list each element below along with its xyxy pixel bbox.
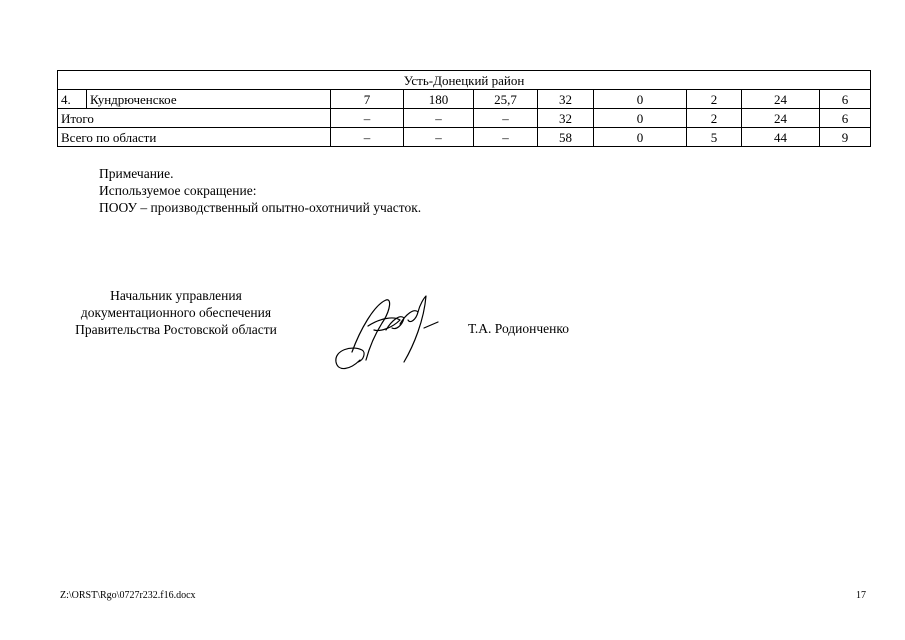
cell: 6 bbox=[820, 109, 871, 128]
handwritten-signature bbox=[330, 290, 445, 375]
page-number: 17 bbox=[856, 590, 866, 601]
district-row bbox=[58, 71, 871, 90]
cell: 32 bbox=[538, 90, 594, 109]
note-heading: Примечание. bbox=[99, 166, 174, 181]
cell: 5 bbox=[687, 128, 742, 147]
signatory-name: Т.А. Родионченко bbox=[468, 321, 569, 336]
cell: 32 bbox=[538, 109, 594, 128]
signatory-title-line: Начальник управления bbox=[110, 288, 242, 303]
footer-file-path: Z:\ORST\Rgo\0727r232.f16.docx bbox=[60, 590, 196, 601]
table-row bbox=[58, 90, 871, 109]
total-label: Итого bbox=[58, 109, 331, 128]
signatory-title-line: документационного обеспечения bbox=[80, 305, 272, 320]
grand-total-label: Всего по области bbox=[58, 128, 331, 147]
cell: – bbox=[331, 128, 404, 147]
note-block bbox=[99, 165, 421, 216]
total-row bbox=[58, 109, 871, 128]
cell: – bbox=[404, 109, 474, 128]
cell: 2 bbox=[687, 90, 742, 109]
signatory-title bbox=[52, 287, 300, 338]
cell: 44 bbox=[742, 128, 820, 147]
cell: 58 bbox=[538, 128, 594, 147]
cell: 25,7 bbox=[474, 90, 538, 109]
note-line: ПООУ – производственный опытно-охотничий участок. bbox=[99, 200, 422, 215]
cell: – bbox=[331, 109, 404, 128]
district-name: Усть-Донецкий район bbox=[58, 71, 871, 90]
cell: 9 bbox=[820, 128, 871, 147]
row-name: Кундрюченское bbox=[87, 90, 331, 109]
cell: – bbox=[474, 109, 538, 128]
note-line: Используемое сокращение: bbox=[99, 183, 257, 198]
signatory-title-line: Правительства Ростовской области bbox=[75, 322, 277, 337]
cell: 7 bbox=[331, 90, 404, 109]
data-table bbox=[57, 70, 871, 147]
cell: 2 bbox=[687, 109, 742, 128]
cell: 6 bbox=[820, 90, 871, 109]
cell: 24 bbox=[742, 90, 820, 109]
cell: – bbox=[474, 128, 538, 147]
cell: 0 bbox=[594, 128, 687, 147]
cell: 24 bbox=[742, 109, 820, 128]
cell: 180 bbox=[404, 90, 474, 109]
cell: 0 bbox=[594, 90, 687, 109]
grand-total-row bbox=[58, 128, 871, 147]
cell: 0 bbox=[594, 109, 687, 128]
row-number: 4. bbox=[58, 90, 87, 109]
cell: – bbox=[404, 128, 474, 147]
